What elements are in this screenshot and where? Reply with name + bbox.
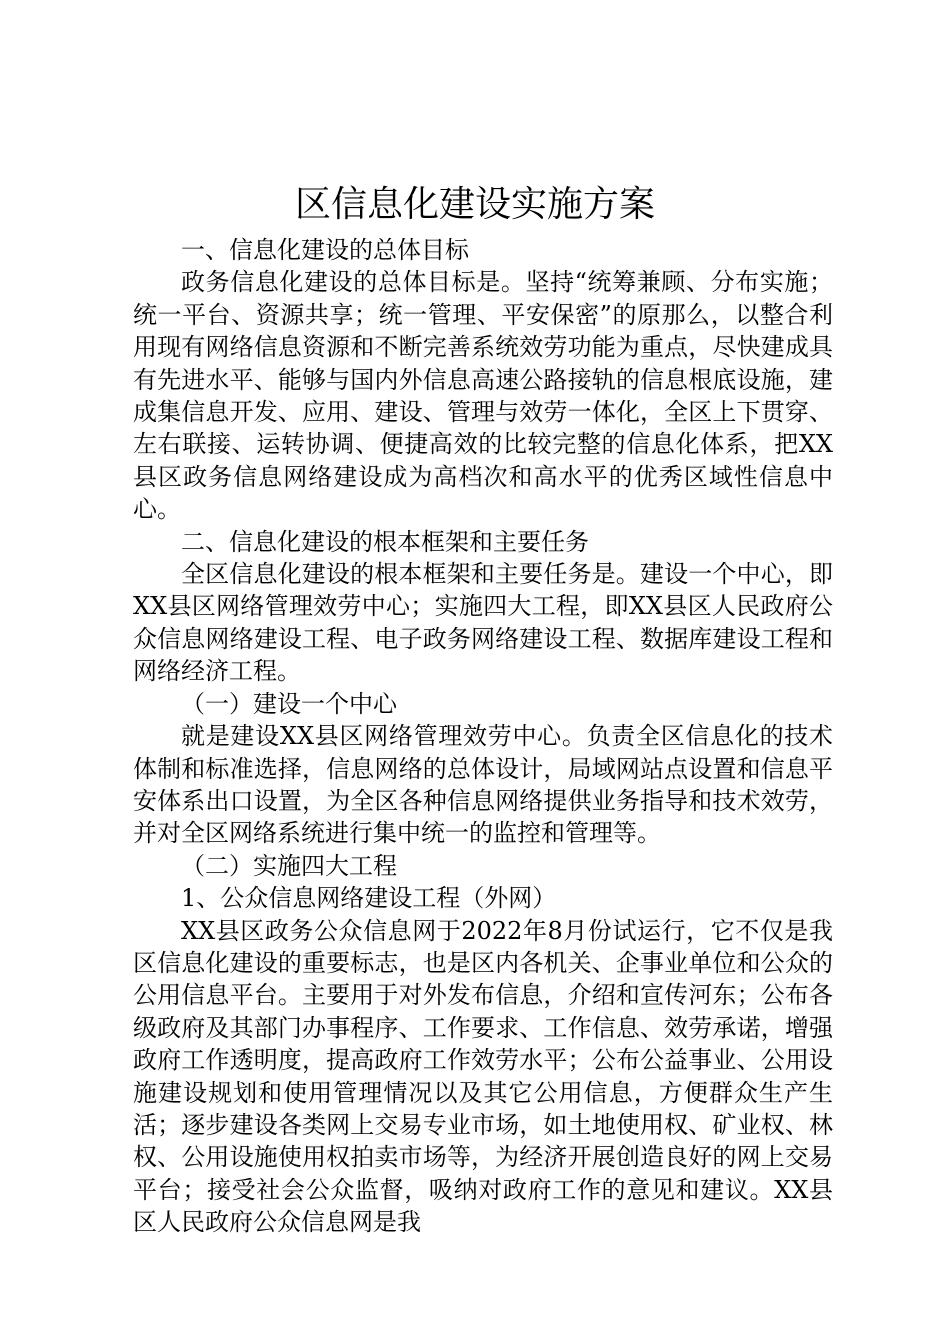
heading-framework-tasks: 二、信息化建设的根本框架和主要任务 [181, 527, 589, 556]
paragraph-overall-goal: 政务信息化建设的总体目标是。坚持“统筹兼顾、分布实施；统一平台、资源共享；统一管理、平安保密”的原那么，以整合利用现有网络信息资源和不断完善系统效劳功能为重点，尽快建成具有先进水平、能够与国内外信息高速公路接轨的信息根底设施，建成集信息开发、应用、建设、管理与效劳一体化，全区上下贯穿、左右联接、运转协调、便捷高效的比较完整的信息化体系，把XX县区政务信息网络建设成为高档次和高水平的优秀区域性信息中心。 [133, 268, 833, 524]
subheading-one-center: （一）建设一个中心 [181, 689, 397, 718]
paragraph-one-center: 就是建设XX县区网络管理效劳中心。负责全区信息化的技术体制和标准选择，信息网络的总体设计，局域网站点设置和信息平安体系出口设置，为全区各种信息网络提供业务指导和技术效劳，并对全区网络系统进行集中统一的监控和管理等。 [133, 722, 833, 848]
paragraph-public-network: XX县区政务公众信息网于2022年8月份试运行，它不仅是我区信息化建设的重要标志，也是区内各机关、企事业单位和公众的公用信息平台。主要用于对外发布信息，介绍和宣传河东；公布各级政府及其部门办事程序、工作要求、工作信息、效劳承诺，增强政府工作透明度，提高政府工作效劳水平；公布公益事业、公用设施建设规划和使用管理情况以及其它公用信息，方便群众生产生活；逐步建设各类网上交易专业市场，如土地使用权、矿业权、林权、公用设施使用权拍卖市场等，为经济开展创造良好的网上交易平台；接受社会公众监督，吸纳对政府工作的意见和建议。XX县区人民政府公众信息网是我 [133, 916, 833, 1237]
heading-overall-goal: 一、信息化建设的总体目标 [181, 236, 469, 264]
paragraph-framework-tasks: 全区信息化建设的根本框架和主要任务是。建设一个中心，即XX县区网络管理效劳中心；实施四大工程，即XX县区人民政府公众信息网络建设工程、电子政务网络建设工程、数据库建设工程和网络经济工程。 [133, 560, 833, 686]
subheading-four-projects: （二）实施四大工程 [181, 851, 397, 880]
document-title: 区信息化建设实施方案 [294, 184, 655, 225]
document-body [133, 234, 833, 1239]
subheading-public-network: 1、公众信息网络建设工程（外网） [181, 884, 557, 913]
